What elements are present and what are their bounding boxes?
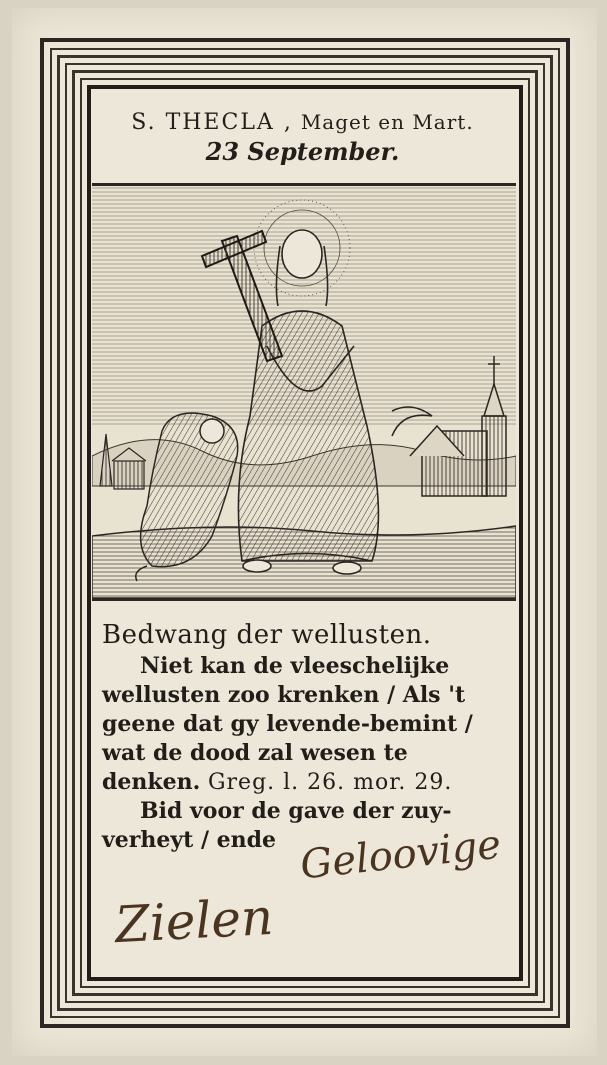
prayer-line: Bid voor de gave der zuy- <box>140 798 452 824</box>
saint-title: Maget en Mart. <box>300 110 474 134</box>
text-line: wat de dood zal wesen te <box>102 740 408 766</box>
handwritten-word: Zielen <box>113 887 275 955</box>
engraving-illustration <box>92 183 516 601</box>
meditation-text <box>102 618 514 855</box>
feast-date: 23 September. <box>205 137 400 166</box>
saint-thecla-engraving <box>92 186 516 598</box>
handwritten-word: Geloovige <box>298 821 504 889</box>
card-header <box>90 108 515 167</box>
meditation-heading: Bedwang der wellusten. <box>102 620 432 650</box>
saint-name: S. THECLA , <box>131 110 293 135</box>
prayer-line: verheyt / ende <box>102 827 277 853</box>
text-line: Niet kan de vleeschelijke <box>140 653 450 679</box>
text-line: geene dat gy levende-bemint / <box>102 711 473 737</box>
text-line: denken. <box>102 769 201 795</box>
citation: Greg. l. 26. mor. 29. <box>207 770 453 795</box>
text-line: wellusten zoo krenken / Als 't <box>102 682 466 708</box>
